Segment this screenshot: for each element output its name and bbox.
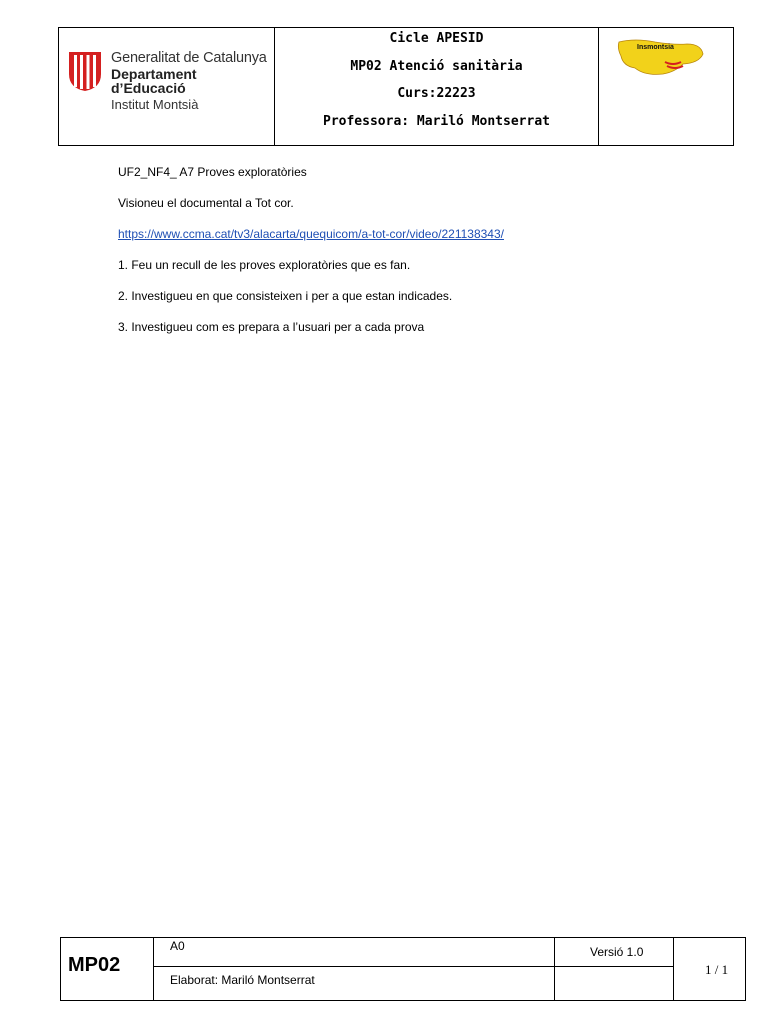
document-header	[58, 27, 734, 146]
footer-divider	[154, 966, 673, 967]
logo-line-departament: Departament	[111, 66, 197, 82]
instruction-text: Visioneu el documental a Tot cor.	[118, 196, 294, 210]
course-code: Curs:22223	[397, 86, 476, 101]
footer-version-cell	[555, 938, 674, 1000]
footer-page-cell	[674, 938, 745, 1000]
footer-info-cell	[154, 938, 555, 1000]
task-item-2: 2. Investigueu en que consisteixen i per a que estan indicades.	[118, 289, 453, 303]
insmontsia-logo-icon	[615, 36, 707, 78]
badge-text: Insmontsia	[637, 44, 674, 51]
footer-author: Elaborat: Mariló Montserrat	[170, 973, 315, 987]
catalonia-emblem-icon	[67, 50, 103, 92]
footer-page-number: 1 / 1	[705, 962, 729, 977]
logo-line-educacio: d’Educació	[111, 80, 186, 96]
activity-title: UF2_NF4_ A7 Proves exploratòries	[118, 165, 307, 179]
logo-text	[111, 50, 267, 113]
task-item-1: 1. Feu un recull de les proves exploratòries que es fan.	[118, 258, 411, 272]
module-title: MP02 Atenció sanitària	[350, 59, 523, 74]
footer-module-cell	[61, 938, 154, 1000]
cycle-title: Cicle APESID	[389, 31, 484, 46]
footer-code: A0	[170, 939, 185, 953]
logo-line-institut: Institut Montsià	[111, 97, 199, 112]
teacher-name: Professora: Mariló Montserrat	[323, 114, 550, 129]
document-footer	[60, 937, 746, 1001]
video-link[interactable]: https://www.ccma.cat/tv3/alacarta/quequicom/a-tot-cor/video/221138343/	[118, 227, 504, 241]
footer-module: MP02	[68, 954, 121, 976]
institution-logo	[59, 28, 275, 145]
course-info	[275, 28, 599, 145]
footer-version: Versió 1.0	[590, 945, 644, 959]
school-badge	[599, 28, 733, 145]
task-item-3: 3. Investigueu com es prepara a l’usuari per a cada prova	[118, 320, 425, 334]
logo-line-generalitat: Generalitat de Catalunya	[111, 50, 267, 66]
